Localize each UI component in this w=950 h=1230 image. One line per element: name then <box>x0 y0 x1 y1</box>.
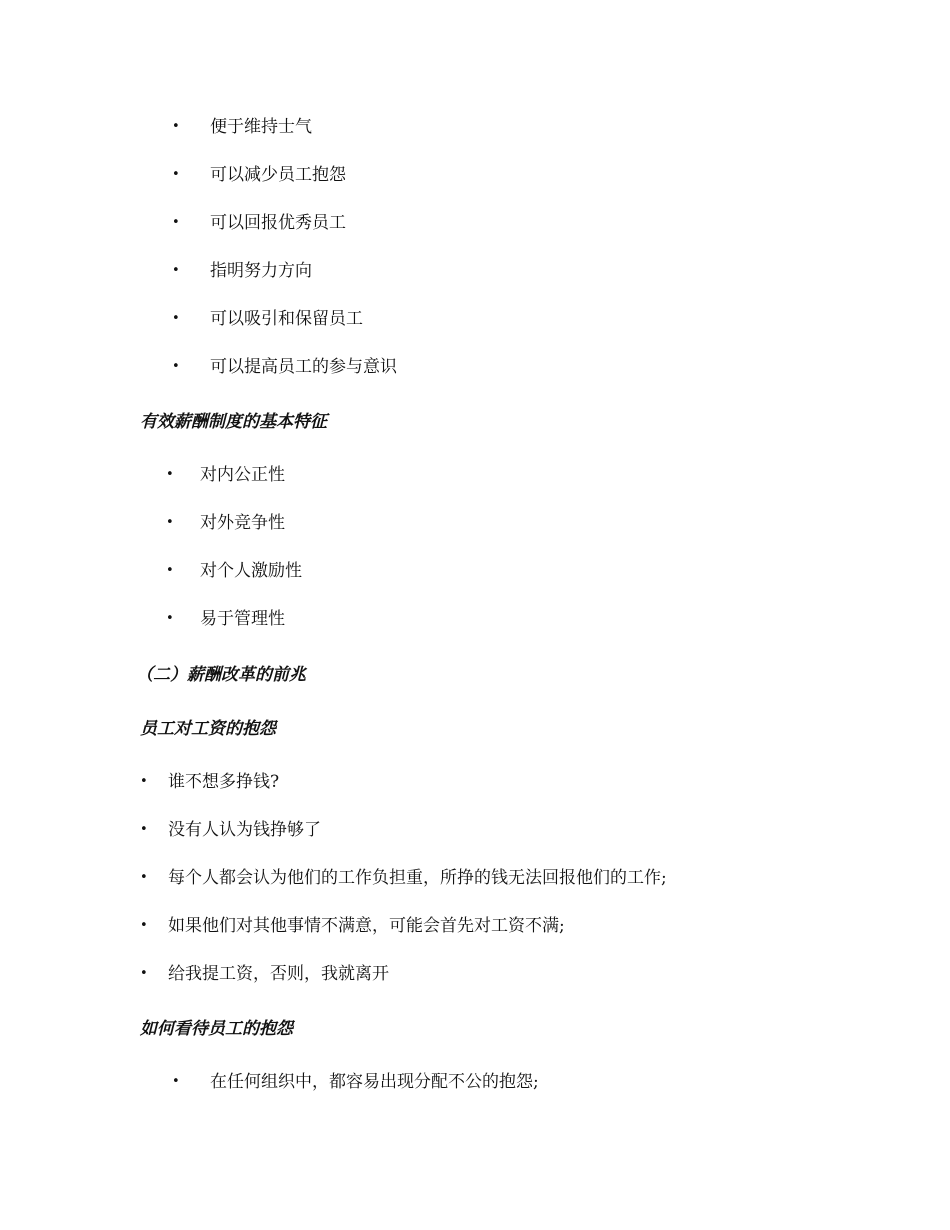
complaints-heading: 员工对工资的抱怨 <box>140 719 276 739</box>
list-item-text: 可以回报优秀员工 <box>210 213 346 233</box>
list-item-text: 指明努力方向 <box>210 261 312 281</box>
list-item-text: 易于管理性 <box>200 609 285 629</box>
list-item-text: 可以提高员工的参与意识 <box>210 357 397 377</box>
bullet: • <box>166 611 174 626</box>
bullet: • <box>140 966 148 981</box>
bullet: • <box>172 263 180 278</box>
features-heading: 有效薪酬制度的基本特征 <box>140 412 327 432</box>
bullet: • <box>172 359 180 374</box>
bullet: • <box>166 563 174 578</box>
list-item-text: 对内公正性 <box>200 465 285 485</box>
list-item-text: 在任何组织中，都容易出现分配不公的抱怨; <box>210 1072 539 1092</box>
bullet: • <box>140 774 148 789</box>
bullet: • <box>172 311 180 326</box>
list-item-text: 对外竞争性 <box>200 513 285 533</box>
list-item-text: 给我提工资，否则，我就离开 <box>168 964 389 984</box>
bullet: • <box>166 515 174 530</box>
bullet: • <box>172 1074 180 1089</box>
view-heading: 如何看待员工的抱怨 <box>140 1019 293 1039</box>
bullet: • <box>140 918 148 933</box>
list-item-text: 每个人都会认为他们的工作负担重，所挣的钱无法回报他们的工作; <box>168 868 667 888</box>
list-item-text: 可以减少员工抱怨 <box>210 165 346 185</box>
list-item-text: 如果他们对其他事情不满意，可能会首先对工资不满; <box>168 916 565 936</box>
bullet: • <box>140 822 148 837</box>
bullet: • <box>172 215 180 230</box>
bullet: • <box>166 467 174 482</box>
list-item-text: 对个人激励性 <box>200 561 302 581</box>
bullet: • <box>172 167 180 182</box>
list-item-text: 可以吸引和保留员工 <box>210 309 363 329</box>
list-item-text: 没有人认为钱挣够了 <box>168 820 321 840</box>
list-item-text: 便于维持士气 <box>210 117 312 137</box>
bullet: • <box>172 119 180 134</box>
list-item-text: 谁不想多挣钱? <box>168 772 280 792</box>
bullet: • <box>140 870 148 885</box>
reform-heading: （二）薪酬改革的前兆 <box>136 665 306 685</box>
